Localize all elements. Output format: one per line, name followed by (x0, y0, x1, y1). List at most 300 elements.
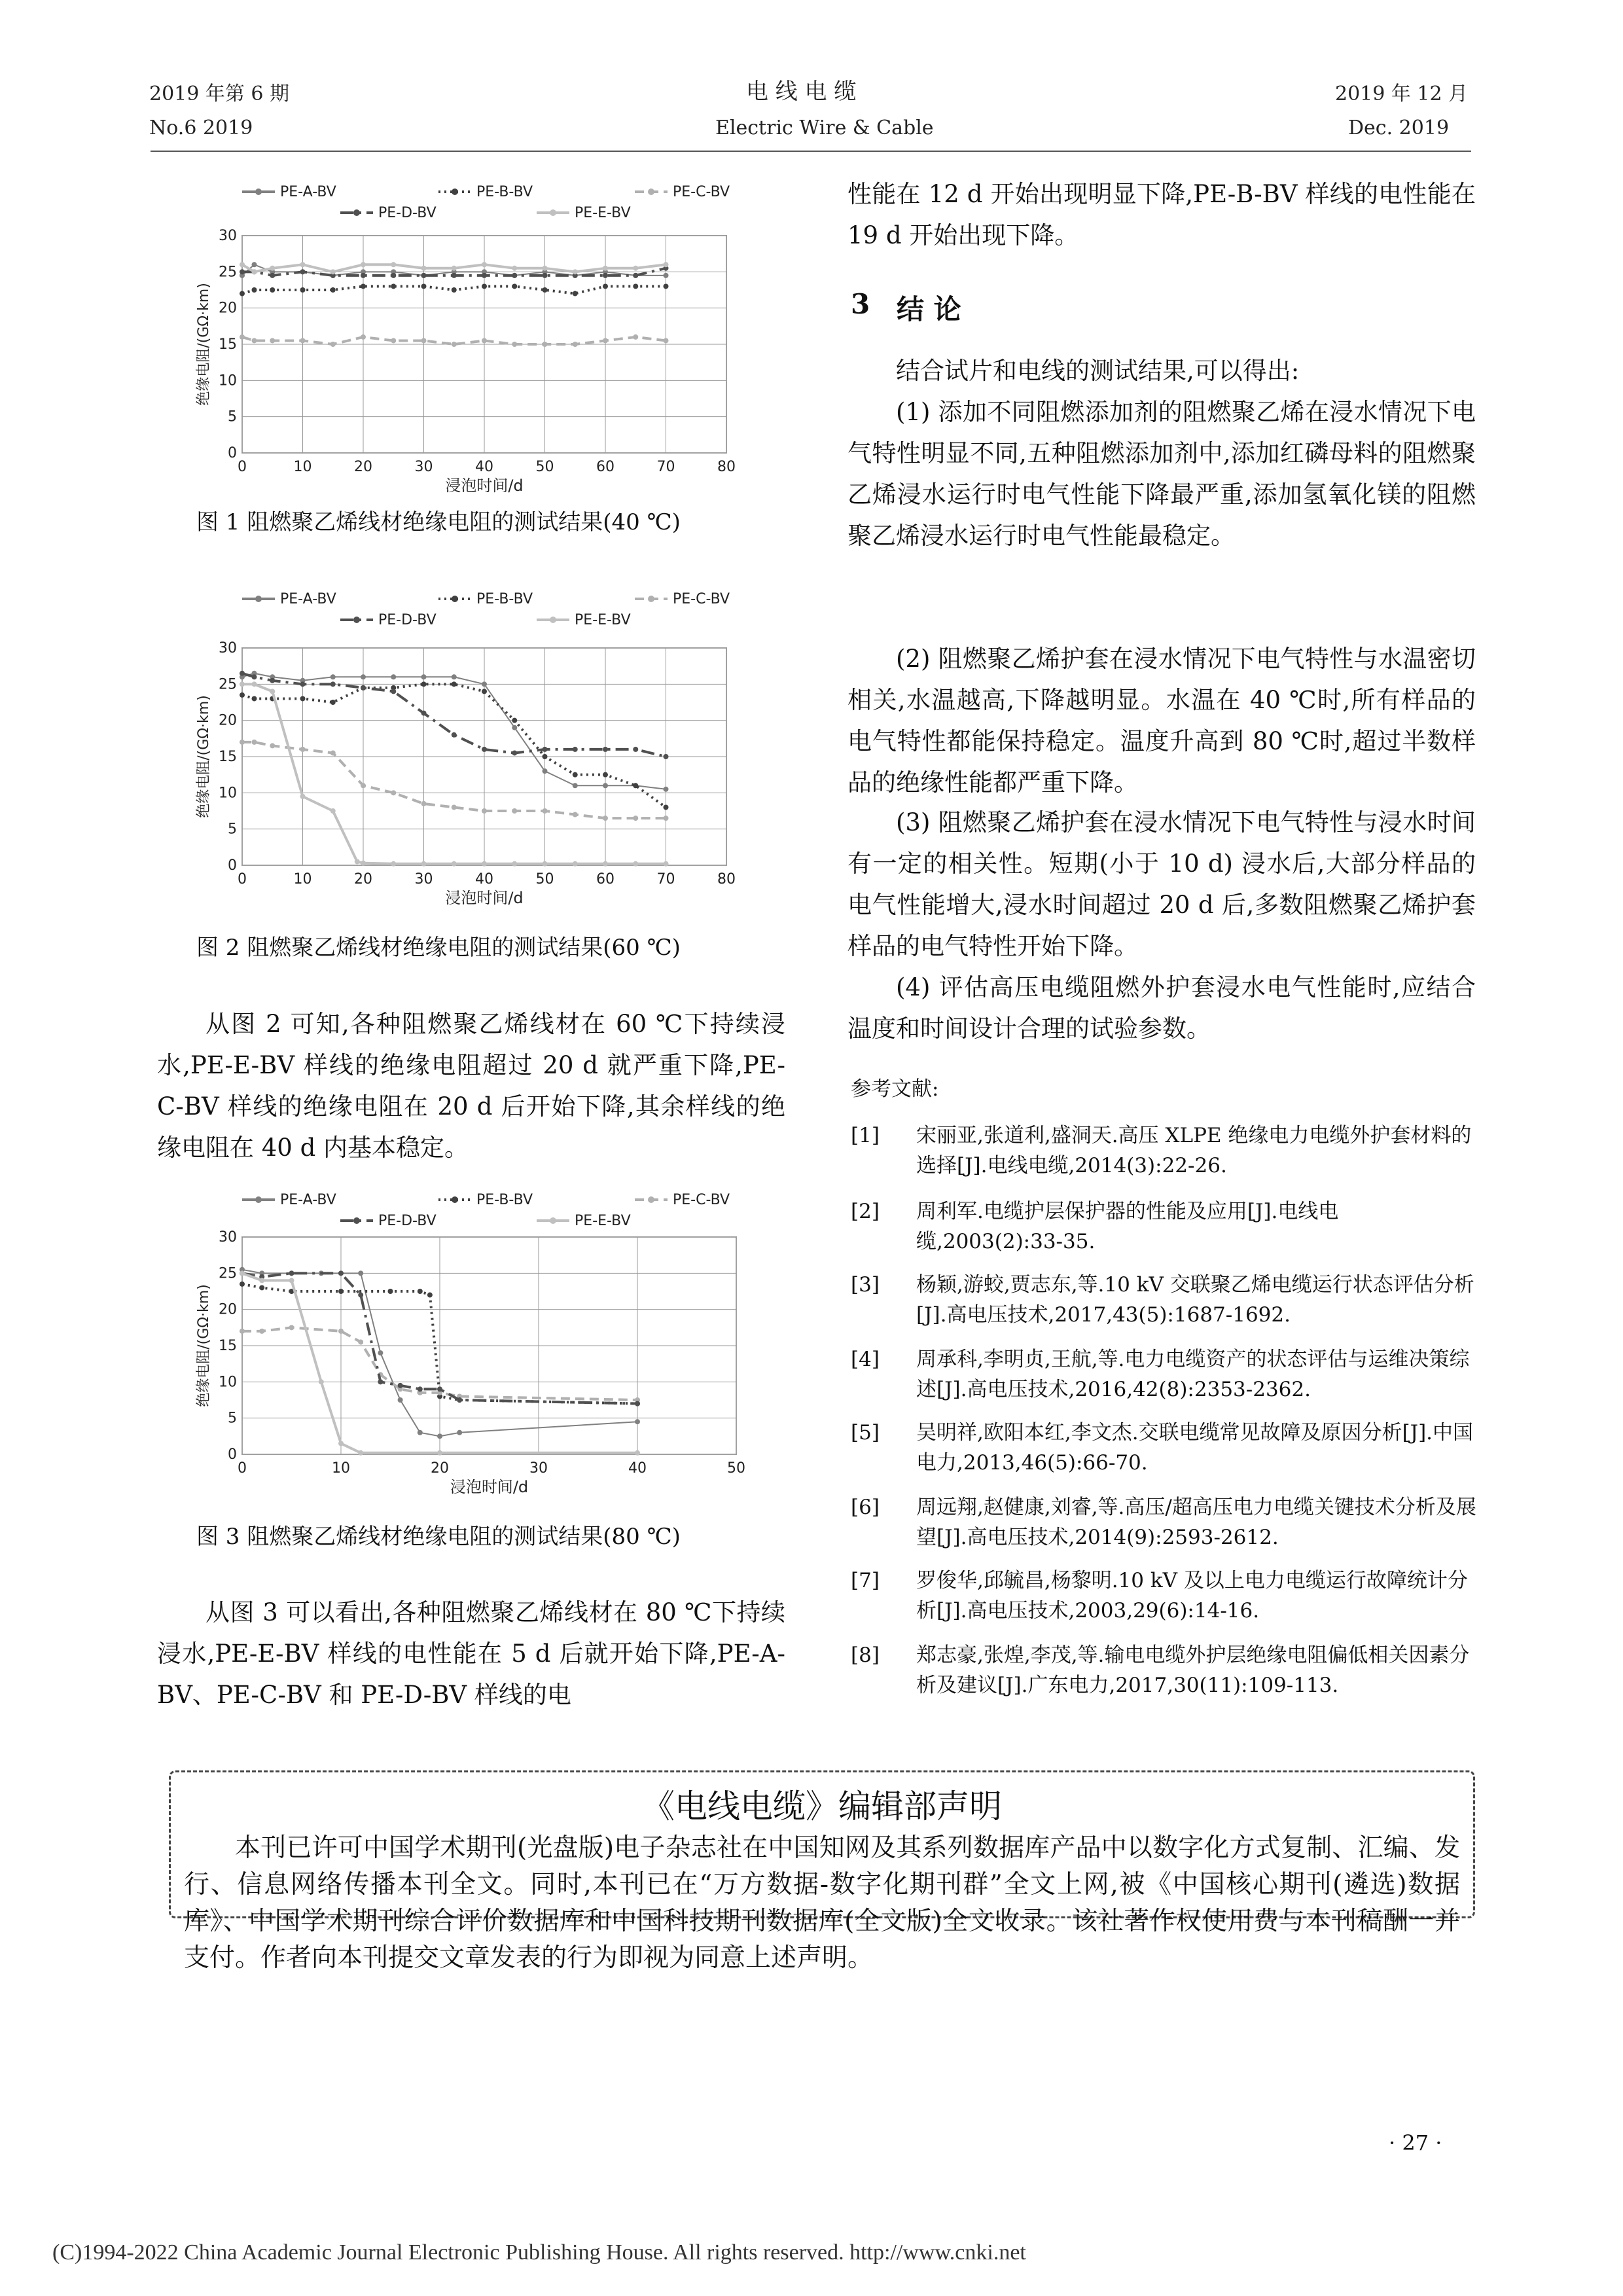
data-point (482, 861, 487, 867)
data-point (512, 808, 517, 814)
data-point (330, 750, 336, 755)
legend-item (242, 591, 336, 607)
legend-label: PE-B-BV (476, 1192, 533, 1208)
legend-item (537, 612, 631, 628)
x-axis-label: 浸泡时间/d (445, 889, 524, 907)
notice-body: 本刊已许可中国学术期刊(光盘版)电子杂志社在中国知网及其系列数据库产品中以数字化方式复制、汇编、发行、信息网络传播本刊全文。同时,本刊已在“万方数据-数字化期刊群”全文上网,被《中国核心期刊(遴选)数据库》、中国学术期刊综合评价数据库和中国科技期刊数据库(全文版)全文收录。该社著作权使用费与本刊稿酬一并支付。作者向本刊提交文章发表的行为即视为同意上述声明。 (184, 1833, 1460, 1973)
data-point (437, 1433, 442, 1439)
data-point (664, 262, 669, 267)
legend-marker (353, 617, 360, 623)
data-point (603, 747, 608, 752)
data-point (452, 732, 457, 738)
data-point (573, 747, 578, 752)
data-point (240, 1270, 245, 1276)
data-point (240, 262, 245, 267)
x-tick-label: 40 (475, 871, 493, 888)
data-point (635, 1419, 640, 1424)
x-tick-label: 30 (414, 871, 433, 888)
data-point (633, 861, 638, 867)
data-point (543, 768, 548, 774)
x-tick-label: 50 (535, 459, 554, 475)
data-point (398, 1397, 403, 1403)
data-point (388, 1289, 393, 1294)
reference-number: [1] (851, 1124, 880, 1147)
data-point (603, 772, 608, 778)
reference-number: [4] (851, 1348, 880, 1371)
data-point (300, 269, 306, 274)
data-point (664, 804, 669, 810)
data-point (338, 1441, 344, 1446)
y-tick-label: 5 (228, 408, 237, 425)
data-point (573, 291, 578, 296)
y-tick-label: 10 (219, 372, 237, 389)
legend-label: PE-A-BV (280, 1192, 336, 1208)
reference-number: [7] (851, 1569, 880, 1592)
reference-item (851, 1196, 1479, 1262)
x-tick-label: 40 (475, 459, 493, 475)
data-point (358, 1450, 363, 1456)
data-point (664, 861, 669, 867)
x-tick-label: 80 (717, 871, 736, 888)
data-point (270, 743, 275, 748)
data-point (259, 1285, 264, 1290)
x-tick-label: 70 (656, 871, 675, 888)
y-tick-label: 30 (219, 228, 237, 244)
legend-item (635, 1192, 730, 1208)
copyright-footer: (C)1994-2022 China Academic Journal Electronic Publishing House. All rights reserved. http://www.cnki.net (52, 2240, 1026, 2265)
conclusion-3: (3) 阻燃聚乙烯护套在浸水情况下电气特性与浸水时间有一定的相关性。短期(小于 10 d) 浸水后,大部分样品的电气性能增大,浸水时间超过 20 d 后,多数阻燃聚乙烯护套样品的电气特性开始下降。 (847, 808, 1476, 960)
data-point (330, 342, 336, 347)
reference-text: 郑志豪,张煌,李茂,等.输电电缆外护层绝缘电阻偏低相关因素分析及建议[J].广东电力,2017,30(11):109-113. (916, 1643, 1470, 1697)
data-point (664, 338, 669, 343)
data-point (391, 861, 396, 867)
header-rule (151, 151, 1471, 152)
journal-title: 电 线 电 缆 (746, 79, 857, 105)
y-tick-label: 25 (219, 1265, 237, 1282)
paragraph-continued: 性能在 12 d 开始出现明显下降,PE-B-BV 样线的电性能在 19 d 开始出现下降。 (847, 180, 1476, 249)
data-point (330, 269, 336, 274)
data-point (330, 287, 336, 293)
data-point (361, 334, 366, 340)
data-point (391, 689, 396, 694)
data-point (543, 273, 548, 278)
y-tick-label: 10 (219, 785, 237, 802)
data-point (452, 287, 457, 293)
series-line (242, 673, 666, 789)
data-point (512, 750, 517, 755)
data-point (482, 681, 487, 687)
data-point (573, 861, 578, 867)
page-number: · 27 · (1389, 2130, 1442, 2155)
data-point (421, 681, 427, 687)
conclusion-4: (4) 评估高压电缆阻燃外护套浸水电气性能时,应结合温度和时间设计合理的试验参数。 (847, 973, 1476, 1043)
legend-item (635, 184, 730, 200)
data-point (338, 1270, 344, 1276)
data-point (391, 262, 396, 267)
data-point (512, 283, 517, 289)
data-point (603, 283, 608, 289)
data-point (543, 747, 548, 752)
data-point (633, 783, 638, 788)
data-point (452, 674, 457, 679)
legend-label: PE-D-BV (378, 612, 437, 628)
legend-item (537, 205, 631, 221)
legend-marker (452, 596, 458, 602)
y-tick-label: 10 (219, 1374, 237, 1391)
data-point (240, 269, 245, 274)
reference-item (851, 1121, 1479, 1186)
figure-2-caption: 图 2 阻燃聚乙烯线材绝缘电阻的测试结果(60 ℃) (196, 935, 681, 961)
y-tick-label: 20 (219, 300, 237, 317)
reference-text: 宋丽亚,张道利,盛洞天.高压 XLPE 绝缘电力电缆外护套材料的选择[J].电线电缆,2014(3):22-26. (916, 1124, 1472, 1177)
data-point (252, 269, 257, 274)
issue-date: 2019 年 12 月 (1335, 82, 1469, 105)
reference-item (851, 1492, 1479, 1558)
data-point (361, 783, 366, 788)
data-point (270, 273, 275, 278)
legend-label: PE-C-BV (673, 184, 730, 200)
data-point (482, 689, 487, 694)
data-point (512, 342, 517, 347)
reference-number: [3] (851, 1273, 880, 1297)
data-point (421, 861, 427, 867)
data-point (361, 262, 366, 267)
figure-2-chart (170, 584, 759, 911)
data-point (603, 861, 608, 867)
data-point (603, 266, 608, 271)
data-point (300, 681, 306, 687)
data-point (330, 681, 336, 687)
data-point (240, 671, 245, 676)
data-point (270, 266, 275, 271)
data-point (421, 273, 427, 278)
data-point (482, 273, 487, 278)
data-point (421, 674, 427, 679)
y-tick-label: 15 (219, 336, 237, 353)
legend-marker (648, 1196, 654, 1203)
journal-issue-en: No.6 2019 (149, 117, 253, 139)
legend-item (537, 1213, 631, 1229)
data-point (452, 273, 457, 278)
y-tick-label: 0 (228, 1446, 237, 1463)
data-point (421, 283, 427, 289)
y-tick-label: 15 (219, 749, 237, 765)
data-point (452, 804, 457, 810)
legend-item (242, 1192, 336, 1208)
series-line (242, 684, 666, 807)
references-heading: 参考文献: (851, 1077, 939, 1101)
reference-number: [2] (851, 1200, 880, 1223)
data-point (421, 801, 427, 806)
legend-label: PE-A-BV (280, 184, 336, 200)
reference-number: [8] (851, 1643, 880, 1667)
data-point (635, 1450, 640, 1456)
data-point (300, 262, 306, 267)
data-point (512, 725, 517, 730)
data-point (418, 1289, 423, 1294)
data-point (300, 338, 306, 343)
data-point (330, 700, 336, 705)
data-point (361, 685, 366, 691)
data-point (289, 1270, 294, 1276)
data-point (543, 754, 548, 759)
y-axis-label: 绝缘电阻/(GΩ·km) (196, 283, 212, 406)
x-tick-label: 50 (535, 871, 554, 888)
x-tick-label: 0 (238, 871, 247, 888)
data-point (603, 816, 608, 821)
data-point (573, 783, 578, 788)
data-point (252, 674, 257, 679)
y-tick-label: 25 (219, 676, 237, 693)
x-tick-label: 50 (727, 1460, 745, 1477)
data-point (252, 740, 257, 745)
data-point (543, 861, 548, 867)
x-tick-label: 40 (628, 1460, 647, 1477)
legend-marker (550, 1217, 556, 1224)
x-tick-label: 10 (293, 459, 312, 475)
data-point (240, 692, 245, 698)
data-point (543, 287, 548, 293)
reference-item (851, 1270, 1479, 1335)
data-point (270, 338, 275, 343)
x-tick-label: 60 (596, 459, 615, 475)
reference-text: 周承科,李明贞,王航,等.电力电缆资产的状态评估与运维决策综述[J].高电压技术,2016,42(8):2353-2362. (916, 1348, 1470, 1401)
data-point (361, 273, 366, 278)
data-point (240, 291, 245, 296)
conclusion-intro: 结合试片和电线的测试结果,可以得出: (896, 357, 1300, 385)
data-point (252, 681, 257, 687)
paragraph-fig3: 从图 3 可以看出,各种阻燃聚乙烯线材在 80 ℃下持续浸水,PE-E-BV 样线的电性能在 5 d 后就开始下降,PE-A-BV、PE-C-BV 和 PE-D-BV 样线的电 (157, 1598, 785, 1709)
data-point (418, 1430, 423, 1435)
reference-number: [6] (851, 1496, 880, 1519)
x-tick-label: 80 (717, 459, 736, 475)
data-point (452, 681, 457, 687)
data-point (270, 287, 275, 293)
data-point (633, 747, 638, 752)
journal-issue: 2019 年第 6 期 (149, 82, 290, 105)
data-point (289, 1278, 294, 1283)
legend-marker (648, 188, 654, 195)
data-point (289, 1325, 294, 1330)
data-point (259, 1278, 264, 1283)
legend-item (635, 591, 730, 607)
data-point (543, 266, 548, 271)
data-point (603, 273, 608, 278)
legend-marker (255, 188, 262, 195)
data-point (378, 1379, 383, 1384)
data-point (240, 1329, 245, 1334)
data-point (603, 783, 608, 788)
data-point (319, 1379, 324, 1384)
y-tick-label: 20 (219, 1301, 237, 1318)
legend-marker (648, 596, 654, 602)
reference-item (851, 1344, 1479, 1410)
conclusion-1: (1) 添加不同阻燃添加剂的阻燃聚乙烯在浸水情况下电气特性明显不同,五种阻燃添加剂中,添加红磷母料的阻燃聚乙烯浸水运行时电气性能下降最严重,添加氢氧化镁的阻燃聚乙烯浸水运行时电气性能最稳定。 (847, 398, 1476, 550)
x-tick-label: 0 (238, 1460, 247, 1477)
data-point (512, 861, 517, 867)
legend-marker (452, 188, 458, 195)
data-point (391, 790, 396, 795)
y-tick-label: 5 (228, 821, 237, 838)
data-point (482, 747, 487, 752)
data-point (259, 1329, 264, 1334)
reference-text: 罗俊华,邱毓昌,杨黎明.10 kV 及以上电力电缆运行故障统计分析[J].高电压技术,2003,29(6):14-16. (916, 1569, 1468, 1623)
data-point (573, 269, 578, 274)
data-point (252, 262, 257, 267)
data-point (512, 266, 517, 271)
data-point (421, 266, 427, 271)
data-point (573, 342, 578, 347)
legend-marker (353, 1217, 360, 1224)
data-point (391, 273, 396, 278)
x-axis-label: 浸泡时间/d (450, 1478, 529, 1496)
data-point (240, 334, 245, 340)
x-tick-label: 70 (656, 459, 675, 475)
data-point (437, 1386, 442, 1391)
notice-title: 《电线电缆》编辑部声明 (642, 1787, 1002, 1825)
legend-marker (353, 209, 360, 216)
data-point (664, 787, 669, 792)
y-tick-label: 0 (228, 857, 237, 874)
legend-label: PE-C-BV (673, 591, 730, 607)
legend-label: PE-B-BV (476, 184, 533, 200)
data-point (252, 287, 257, 293)
figure-1-chart (170, 177, 759, 497)
data-point (664, 754, 669, 759)
reference-item (851, 1566, 1479, 1631)
data-point (391, 674, 396, 679)
legend-item (242, 184, 336, 200)
legend-item (340, 612, 437, 628)
data-point (421, 338, 427, 343)
data-point (664, 273, 669, 278)
legend-marker (255, 596, 262, 602)
data-point (358, 1293, 363, 1298)
data-point (398, 1383, 403, 1388)
data-point (330, 674, 336, 679)
y-tick-label: 30 (219, 640, 237, 656)
data-point (361, 283, 366, 289)
data-point (300, 696, 306, 701)
legend-label: PE-E-BV (575, 205, 631, 221)
x-tick-label: 10 (332, 1460, 350, 1477)
figure-3-chart (170, 1185, 759, 1512)
data-point (358, 1339, 363, 1344)
data-point (482, 262, 487, 267)
editorial-notice-box (169, 1770, 1475, 1973)
data-point (452, 861, 457, 867)
data-point (361, 861, 366, 866)
data-point (664, 283, 669, 289)
y-tick-label: 15 (219, 1338, 237, 1354)
data-point (633, 283, 638, 289)
x-tick-label: 30 (414, 459, 433, 475)
legend-marker (255, 1196, 262, 1203)
y-axis-label: 绝缘电阻/(GΩ·km) (196, 695, 212, 818)
legend-label: PE-D-BV (378, 205, 437, 221)
data-point (300, 794, 306, 799)
legend-item (438, 184, 533, 200)
journal-title-en: Electric Wire & Cable (715, 117, 934, 139)
data-point (457, 1397, 462, 1403)
data-point (482, 338, 487, 343)
data-point (633, 266, 638, 271)
data-point (391, 283, 396, 289)
data-point (633, 273, 638, 278)
data-point (361, 674, 366, 679)
legend-label: PE-A-BV (280, 591, 336, 607)
section-title: 结 论 (897, 293, 961, 325)
legend-item (438, 591, 533, 607)
data-point (512, 718, 517, 723)
data-point (355, 859, 360, 864)
reference-text: 周远翔,赵健康,刘睿,等.高压/超高压电力电缆关键技术分析及展望[J].高电压技术,2014(9):2593-2612. (916, 1496, 1476, 1549)
reference-item (851, 1640, 1479, 1706)
data-point (633, 816, 638, 821)
paragraph-fig2: 从图 2 可知,各种阻燃聚乙烯线材在 60 ℃下持续浸水,PE-E-BV 样线的绝缘电阻超过 20 d 就严重下降,PE-C-BV 样线的绝缘电阻在 20 d 后开始下降,其余样线的绝缘电阻在 40 d 内基本稳定。 (157, 1010, 785, 1162)
y-tick-label: 25 (219, 264, 237, 281)
legend-label: PE-C-BV (673, 1192, 730, 1208)
data-point (452, 266, 457, 271)
legend-label: PE-D-BV (378, 1213, 437, 1229)
reference-text: 周利军.电缆护层保护器的性能及应用[J].电线电缆,2003(2):33-35. (916, 1200, 1339, 1253)
reference-number: [5] (851, 1421, 880, 1444)
x-tick-label: 10 (293, 871, 312, 888)
legend-label: PE-E-BV (575, 612, 631, 628)
data-point (421, 711, 427, 716)
x-tick-label: 20 (431, 1460, 449, 1477)
data-point (300, 747, 306, 752)
data-point (240, 740, 245, 745)
data-point (338, 1289, 344, 1294)
data-point (418, 1386, 423, 1391)
x-tick-label: 0 (238, 459, 247, 475)
y-axis-label: 绝缘电阻/(GΩ·km) (196, 1284, 212, 1407)
data-point (240, 681, 245, 687)
data-point (482, 808, 487, 814)
data-point (270, 689, 275, 694)
data-point (573, 772, 578, 778)
figure-3-caption: 图 3 阻燃聚乙烯线材绝缘电阻的测试结果(80 ℃) (196, 1524, 681, 1550)
figure-1-caption: 图 1 阻燃聚乙烯线材绝缘电阻的测试结果(40 ℃) (196, 509, 681, 535)
y-tick-label: 30 (219, 1229, 237, 1246)
data-point (252, 338, 257, 343)
data-point (457, 1430, 462, 1435)
data-point (543, 342, 548, 347)
data-point (543, 808, 548, 814)
issue-date-en: Dec. 2019 (1348, 117, 1450, 139)
reference-item (851, 1418, 1479, 1483)
x-tick-label: 30 (529, 1460, 548, 1477)
data-point (330, 808, 336, 814)
data-point (452, 342, 457, 347)
section-number: 3 (851, 288, 870, 320)
y-tick-label: 5 (228, 1410, 237, 1427)
reference-text: 杨颖,游蛟,贾志东,等.10 kV 交联聚乙烯电缆运行状态评估分析[J].高电压技术,2017,43(5):1687-1692. (916, 1273, 1474, 1327)
data-point (252, 696, 257, 701)
x-tick-label: 20 (354, 459, 372, 475)
x-tick-label: 20 (354, 871, 372, 888)
reference-text: 吴明祥,欧阳本红,李文杰.交联电缆常见故障及原因分析[J].中国电力,2013,46(5):66-70. (916, 1421, 1474, 1475)
conclusion-2: (2) 阻燃聚乙烯护套在浸水情况下电气特性与水温密切相关,水温越高,下降越明显。水温在 40 ℃时,所有样品的电气特性都能保持稳定。温度升高到 80 ℃时,超过半数样品的绝缘性能都严重下降。 (847, 645, 1476, 797)
data-point (378, 1350, 383, 1355)
series-line (242, 684, 666, 863)
y-tick-label: 20 (219, 712, 237, 729)
data-point (270, 678, 275, 683)
legend-marker (550, 617, 556, 623)
data-point (482, 283, 487, 289)
data-point (391, 338, 396, 343)
